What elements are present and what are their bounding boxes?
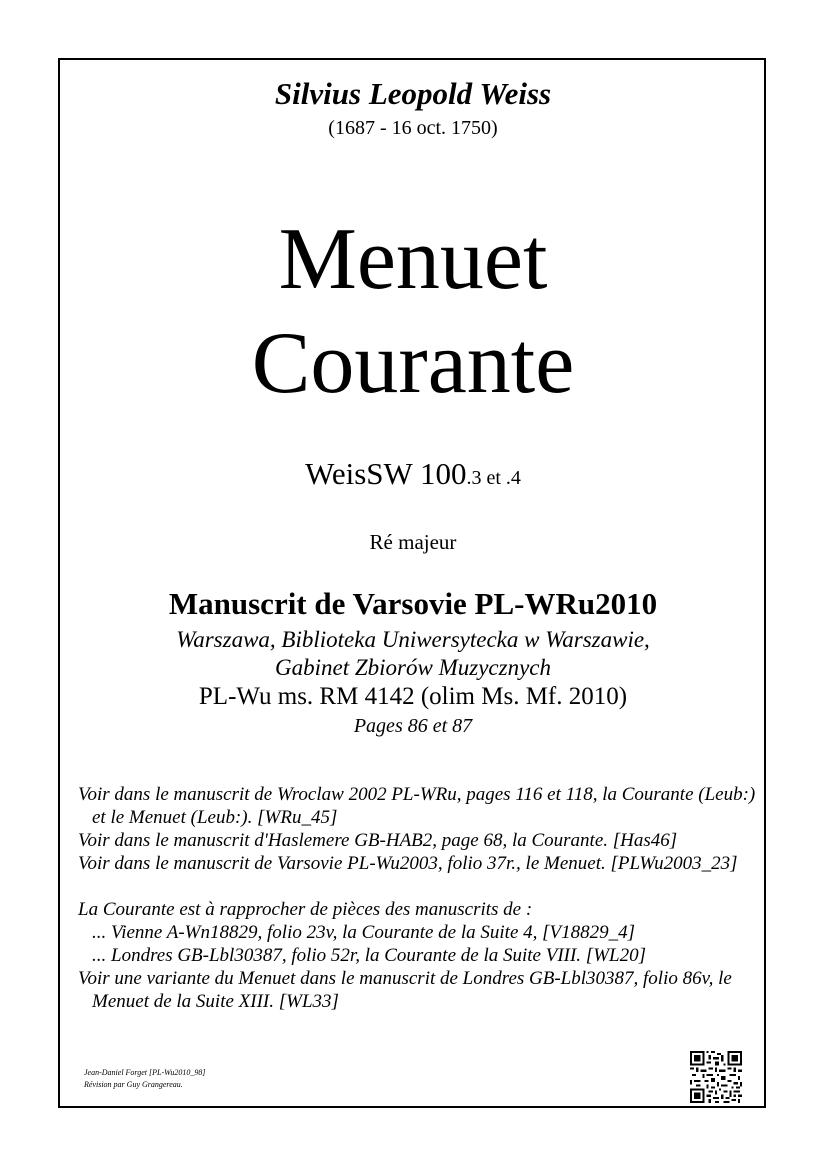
catalog-number bbox=[0, 456, 826, 496]
note-haslemere: Voir dans le manuscrit d'Haslemere GB-HAB2, page 68, la Courante. [Has46] bbox=[78, 830, 678, 851]
title-menuet: Menuet bbox=[278, 211, 548, 308]
credit-revision: Révision par Guy Grangereau. bbox=[84, 1080, 183, 1089]
manuscript-library-line1: Warszawa, Biblioteka Uniwersytecka w Warszawie, bbox=[176, 627, 650, 652]
note-courante-intro: La Courante est à rapprocher de pièces des manuscrits de : bbox=[78, 899, 533, 920]
note-wroclaw: Voir dans le manuscrit de Wroclaw 2002 PL-WRu, pages 116 et 118, la Courante (Leub:) et le Menuet (Leub:). [WRu_45] bbox=[78, 784, 756, 828]
notes-spacer bbox=[78, 875, 758, 898]
key-signature: Ré majeur bbox=[369, 530, 457, 554]
manuscript-library-line2: Gabinet Zbiorów Muzycznych bbox=[275, 655, 551, 680]
note-vienne: ... Vienne A-Wn18829, folio 23v, la Courante de la Suite 4, [V18829_4] bbox=[92, 922, 636, 943]
note-varsovie: Voir dans le manuscrit de Varsovie PL-Wu2003, folio 37r., le Menuet. [PLWu2003_23] bbox=[78, 853, 738, 874]
composer-name: Silvius Leopold Weiss bbox=[274, 76, 552, 111]
catalog-prefix: WeisSW 100 bbox=[305, 456, 467, 491]
note-menuet-variant: Voir une variante du Menuet dans le manuscrit de Londres GB-Lbl30387, folio 86v, le Menuet de la Suite XIII. [WL33] bbox=[78, 968, 732, 1012]
note-londres: ... Londres GB-Lbl30387, folio 52r, la Courante de la Suite VIII. [WL20] bbox=[92, 945, 646, 966]
manuscript-pages: Pages 86 et 87 bbox=[353, 715, 473, 737]
composer-dates: (1687 - 16 oct. 1750) bbox=[328, 117, 498, 139]
manuscript-shelfmark: PL-Wu ms. RM 4142 (olim Ms. Mf. 2010) bbox=[198, 683, 628, 710]
notes-block bbox=[78, 783, 758, 1013]
catalog-suffix: .3 et .4 bbox=[466, 467, 521, 489]
qr-code-icon bbox=[690, 1051, 742, 1103]
manuscript-title: Manuscrit de Varsovie PL-WRu2010 bbox=[168, 586, 658, 621]
credit-editor: Jean-Daniel Forget [PL-Wu2010_98] bbox=[84, 1068, 206, 1077]
title-courante: Courante bbox=[251, 315, 575, 412]
